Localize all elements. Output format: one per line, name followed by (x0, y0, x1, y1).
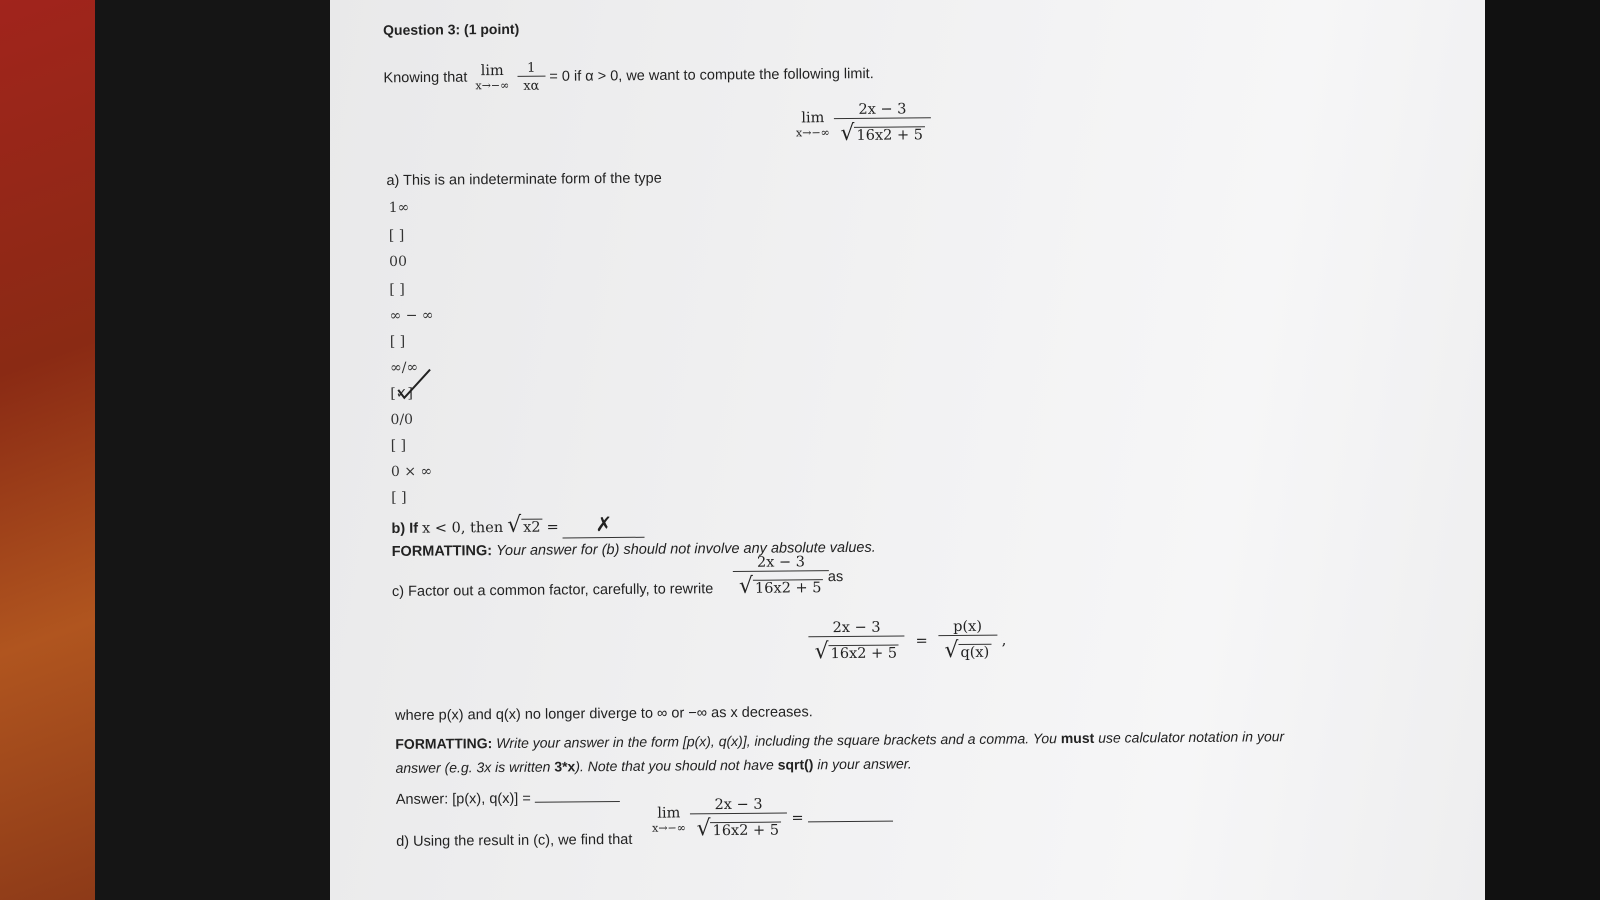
option-checkbox-5[interactable]: [ ] (390, 437, 407, 454)
option-checkbox-3[interactable]: [ ] (389, 333, 406, 350)
part-d-equals: = (791, 810, 804, 827)
option-form-3: ∞ − ∞ (389, 307, 434, 324)
intro-prefix: Knowing that (383, 69, 468, 87)
part-d-fraction (690, 797, 787, 842)
part-c-frac-num: 2x − 3 (733, 554, 830, 572)
part-c-where: where p(x) and q(x) no longer diverge to ∞ or −∞ as x decreases. (395, 704, 813, 724)
part-b-line (391, 512, 645, 540)
main-limit (796, 110, 830, 139)
formatting-text: ). Note that you should not have (575, 756, 774, 775)
monitor-bezel-left (95, 0, 330, 900)
main-lim-sub: x→−∞ (795, 125, 830, 139)
main-limit-expression (796, 101, 931, 146)
part-c-comma: , (1001, 632, 1007, 649)
sqrt-icon: √ (738, 573, 754, 599)
part-c-formatting-line2 (395, 755, 911, 776)
part-c-rhs-radicand: q(x) (958, 644, 991, 661)
part-d-lim-sub: x→−∞ (652, 820, 686, 835)
part-d-expression (652, 796, 894, 842)
desk-background (0, 0, 95, 900)
formatting-example: 3*x (554, 758, 576, 775)
intro-line (383, 58, 873, 95)
intro-lim-word: lim (480, 62, 504, 80)
part-c-rhs-den (938, 636, 997, 664)
part-c-lhs (808, 619, 905, 664)
part-b-condition: x < 0, then (421, 519, 504, 537)
option-form-5: 0/0 (390, 411, 414, 428)
formatting-text: Write your answer in the form [p(x), q(x)], including the square brackets and a comma. You (496, 730, 1057, 752)
option-checkbox-6[interactable]: [ ] (391, 489, 407, 506)
formatting-sqrt: sqrt() (777, 756, 814, 773)
part-b-radicand: x2 (521, 519, 543, 536)
part-c-answer-label: Answer: [p(x), q(x)] = (395, 790, 531, 808)
sqrt-icon: √ (840, 120, 855, 147)
main-lim-word: lim (801, 109, 825, 126)
question-title: Question 3: (1 point) (383, 20, 520, 38)
sqrt-icon: √ (944, 638, 959, 664)
part-b-equals: = (546, 519, 559, 536)
part-c-rhs-num: p(x) (938, 619, 997, 637)
part-c-formatting-line1 (395, 728, 1284, 752)
part-d-prompt: d) Using the result in (c), we find that (396, 831, 633, 850)
formatting-label: FORMATTING: (391, 543, 493, 560)
part-c-answer-line (396, 790, 620, 808)
question-page (330, 0, 1485, 900)
question-content (383, 9, 1471, 888)
formatting-text: answer (e.g. 3x is written (395, 758, 551, 776)
part-d-frac-num: 2x − 3 (690, 797, 787, 815)
part-c-prompt-text: c) Factor out a common factor, carefully, to rewrite (391, 581, 714, 600)
part-c-fraction-inline (733, 554, 830, 599)
option-form-6: 0 × ∞ (390, 463, 433, 480)
main-frac-num: 2x − 3 (834, 101, 931, 119)
option-form-1: 1∞ (388, 199, 410, 216)
main-frac-den (834, 118, 931, 146)
part-d-frac-den (690, 814, 787, 842)
part-b-answer-field[interactable]: ✗ (563, 512, 645, 539)
formatting-text: in your answer. (817, 755, 912, 773)
part-c-prompt (392, 581, 713, 600)
intro-limit (475, 63, 509, 92)
part-b-prefix: b) If (391, 520, 419, 537)
option-checkbox-1[interactable]: [ ] (388, 227, 405, 244)
option-checkbox-2[interactable]: [ ] (389, 281, 405, 298)
part-d-lim-word: lim (657, 804, 681, 822)
intro-lim-sub: x→−∞ (475, 78, 510, 93)
option-checkbox-4[interactable]: [✓] (390, 385, 414, 402)
formatting-text: Your answer for (b) should not involve any absolute values. (496, 539, 876, 560)
checkmark-icon (394, 364, 434, 402)
intro-frac-den: xα (523, 78, 540, 94)
part-c-radicand: 16x2 + 5 (753, 579, 824, 597)
part-d-radicand: 16x2 + 5 (710, 822, 781, 840)
part-c-frac-den (733, 571, 830, 599)
part-c-equation (808, 619, 1006, 665)
monitor-bezel-right (1485, 0, 1600, 900)
part-c-answer-field[interactable] (535, 801, 620, 803)
formatting-text: use calculator notation in your (1098, 728, 1285, 746)
part-c-rhs (938, 619, 997, 664)
intro-frac-num: 1 (517, 61, 545, 77)
part-a-prompt: a) This is an indeterminate form of the type (386, 170, 662, 189)
part-c-lhs-num: 2x − 3 (808, 619, 905, 637)
sqrt-icon: √ (507, 512, 522, 538)
part-d-limit (652, 805, 686, 834)
part-c-lhs-den (808, 636, 905, 664)
part-c-fraction (733, 554, 830, 599)
intro-fraction (517, 61, 545, 94)
main-radicand: 16x2 + 5 (854, 126, 925, 144)
main-fraction (834, 101, 931, 146)
intro-suffix: = 0 if α > 0, we want to compute the following limit. (549, 66, 874, 85)
sqrt-icon: √ (696, 816, 711, 842)
part-c-lhs-radicand: 16x2 + 5 (829, 645, 900, 663)
part-c-as: as (827, 569, 844, 586)
formatting-label: FORMATTING: (395, 735, 493, 752)
sqrt-icon: √ (814, 639, 829, 665)
part-d-answer-field[interactable] (808, 821, 893, 823)
formatting-must: must (1060, 729, 1095, 747)
equals-sign: = (915, 633, 928, 650)
option-form-4: ∞/∞ (389, 359, 419, 376)
option-form-2: 00 (389, 253, 408, 270)
